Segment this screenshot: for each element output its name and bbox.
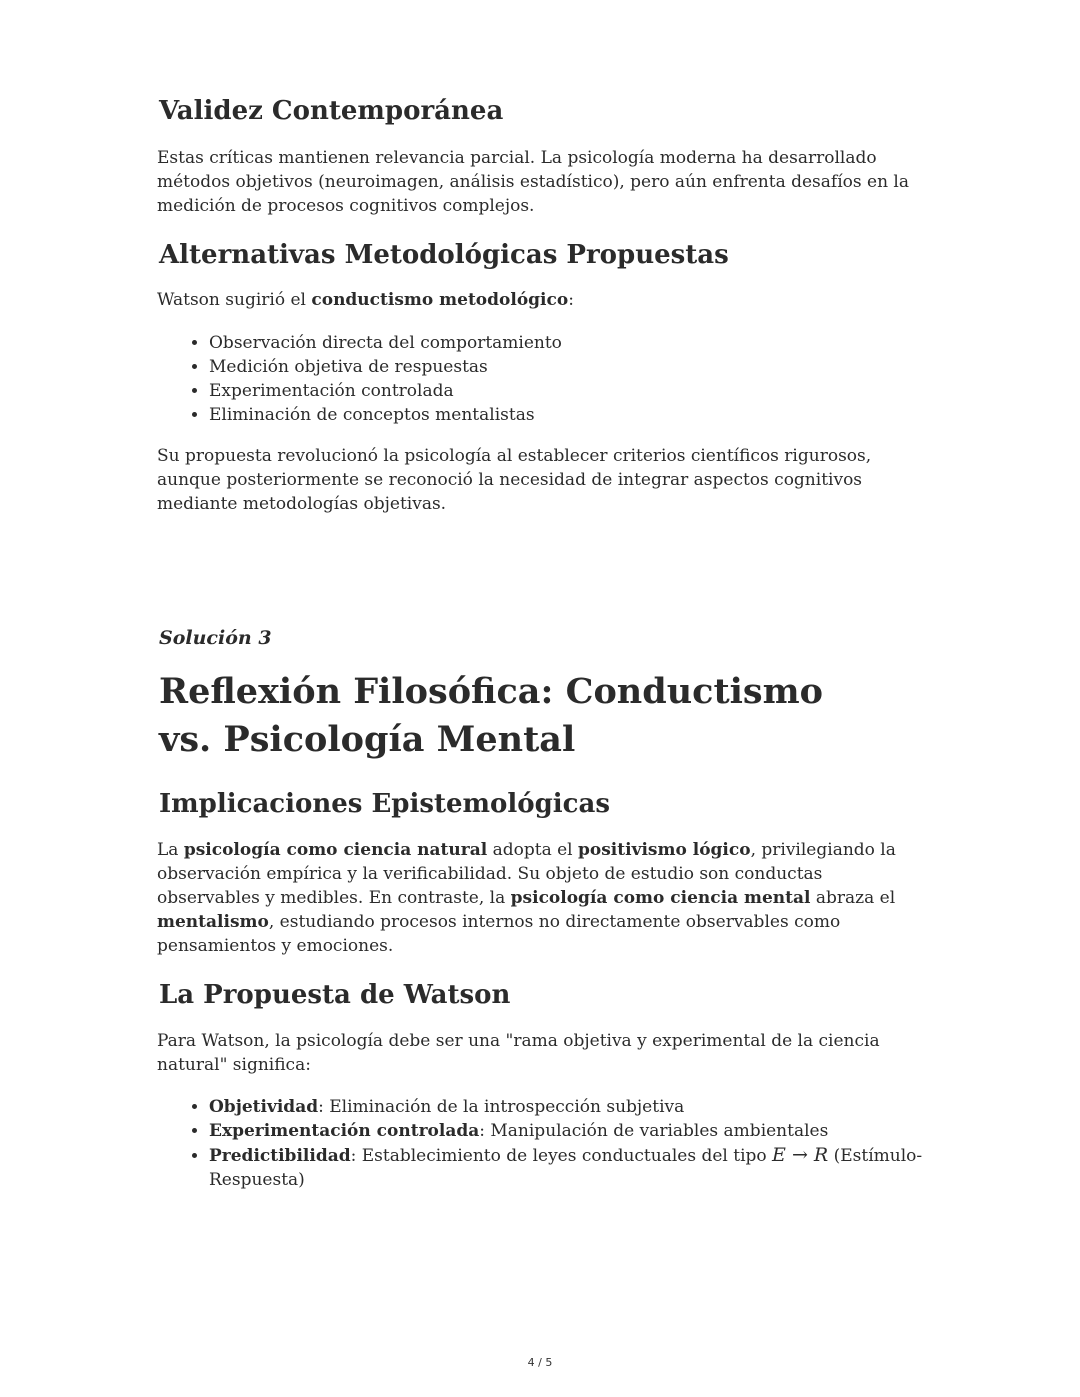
text-span: adopta el — [487, 840, 579, 860]
list-item — [209, 1143, 969, 1192]
page-title: Reflexión Filosófica: Conductismo vs. Psicología Mental — [159, 671, 824, 760]
list-item — [209, 1119, 969, 1143]
bold-span: psicología como ciencia mental — [510, 888, 811, 908]
heading-validez: Validez Contemporánea — [159, 96, 504, 126]
list-item: • Eliminación de conceptos mentalistas — [209, 403, 969, 427]
term: Experimentación controlada — [209, 1121, 480, 1141]
text-span: abraza el — [810, 888, 896, 908]
page-number: 4 / 5 — [527, 1356, 553, 1369]
bold-span: psicología como ciencia natural — [183, 840, 488, 860]
desc: (Estímulo-Respuesta) — [209, 1146, 923, 1190]
list-item: • Medición objetiva de respuestas — [209, 355, 969, 379]
paragraph-propuesta: Su propuesta revolucionó la psicología al establecer criterios científicos rigurosos, aunque posteriormente se reconoció la necesidad de integrar aspectos cognitivos mediante metodologías objetivas. — [157, 446, 872, 514]
term: Predictibilidad — [209, 1146, 351, 1166]
desc: : Eliminación de la introspección subjetiva — [318, 1097, 685, 1117]
desc: : Establecimiento de leyes conductuales del tipo — [350, 1146, 773, 1166]
list-item: • Observación directa del comportamiento — [209, 331, 969, 355]
paragraph-watson-intro — [157, 288, 917, 312]
intro-bold: conductismo metodológico — [311, 290, 569, 310]
desc: : Manipulación de variables ambientales — [479, 1121, 829, 1141]
intro-colon: : — [568, 290, 574, 310]
heading-propuesta-watson: La Propuesta de Watson — [159, 980, 511, 1010]
text-span: La — [157, 840, 184, 860]
paragraph-implicaciones — [157, 838, 927, 958]
intro-text: Watson sugirió el — [157, 290, 312, 310]
list-item: • Experimentación controlada — [209, 379, 969, 403]
bold-span: mentalismo — [157, 912, 269, 932]
text-span: , estudiando procesos internos no directamente observables como pensamientos y emociones. — [157, 912, 841, 956]
list-metodologias — [157, 331, 969, 427]
solution-label: Solución 3 — [159, 627, 272, 649]
paragraph-watson-definicion: Para Watson, la psicología debe ser una "rama objetiva y experimental de la ciencia natural" significa: — [157, 1031, 880, 1075]
formula: E → R — [772, 1144, 829, 1166]
heading-implicaciones: Implicaciones Epistemológicas — [159, 789, 610, 819]
bold-span: positivismo lógico — [578, 840, 751, 860]
heading-alternativas: Alternativas Metodológicas Propuestas — [159, 240, 729, 270]
text-span: , privilegiando la observación empírica y la verificabilidad. Su objeto de estudio son conductas observables y medibles. En contraste, la — [157, 840, 896, 908]
term: Objetividad — [209, 1097, 319, 1117]
paragraph-validez: Estas críticas mantienen relevancia parcial. La psicología moderna ha desarrollado métodos objetivos (neuroimagen, análisis estadístico), pero aún enfrenta desafíos en la medición de procesos cognitivos complejos. — [157, 148, 909, 216]
list-item — [209, 1095, 969, 1119]
list-watson-principios — [157, 1095, 969, 1192]
